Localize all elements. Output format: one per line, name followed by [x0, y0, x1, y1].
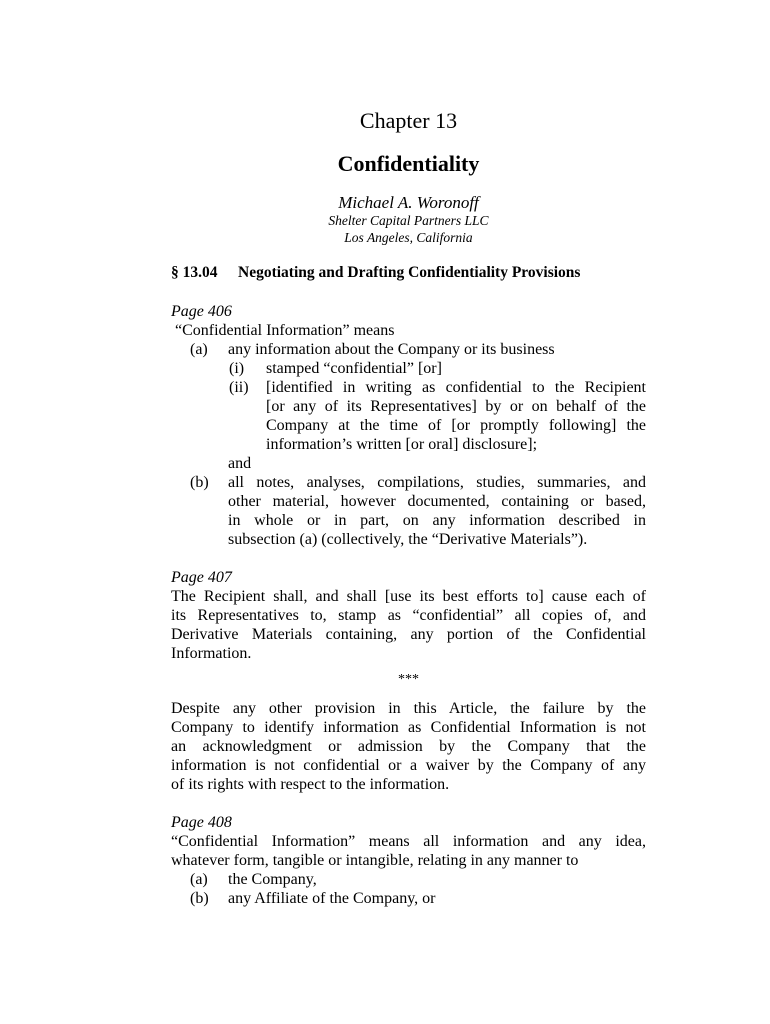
- conjunction-and: and: [228, 455, 252, 472]
- list-item-b: any Affiliate of the Company, or: [228, 890, 436, 907]
- paragraph-line: whatever form, tangible or intangible, relating in any manner to: [171, 852, 579, 869]
- list-marker-b: (b): [190, 474, 209, 491]
- paragraph-line: The Recipient shall, and shall [use its best efforts to] cause each of: [171, 588, 646, 605]
- page-label-406: Page 406: [171, 303, 232, 320]
- section-separator: ***: [398, 672, 419, 687]
- list-item-a: any information about the Company or its business: [228, 341, 555, 358]
- section-heading: [171, 263, 580, 283]
- paragraph-line: information is not confidential or a waiver by the Company of any: [171, 757, 646, 774]
- page-label-407: Page 407: [171, 569, 232, 586]
- list-item-ii-line: [or any of its Representatives] by or on behalf of the: [266, 398, 646, 415]
- paragraph-line: Information.: [171, 645, 252, 662]
- list-marker-ii: (ii): [229, 379, 249, 396]
- list-marker-b: (b): [190, 890, 209, 907]
- author-location: Los Angeles, California: [344, 230, 473, 245]
- paragraph-line: its Representatives to, stamp as “confidential” all copies of, and: [171, 607, 646, 624]
- list-item-ii-line: [identified in writing as confidential to the Recipient: [266, 379, 646, 396]
- list-marker-a: (a): [190, 871, 208, 888]
- paragraph-line: Derivative Materials containing, any portion of the Confidential: [171, 626, 646, 643]
- list-item-ii-line: information’s written [or oral] disclosure];: [266, 436, 538, 453]
- paragraph-line: an acknowledgment or admission by the Company that the: [171, 738, 646, 755]
- chapter-title: Confidentiality: [337, 151, 480, 176]
- section-number: § 13.04: [171, 264, 218, 281]
- chapter-heading: Chapter 13: [359, 108, 458, 133]
- list-item-b-line: subsection (a) (collectively, the “Derivative Materials”).: [228, 531, 588, 548]
- list-marker-i: (i): [229, 360, 245, 377]
- list-item-a: the Company,: [228, 871, 317, 888]
- list-item-b-line: other material, however documented, containing or based,: [228, 493, 646, 510]
- list-item-i: stamped “confidential” [or]: [266, 360, 442, 377]
- author-affiliation: Shelter Capital Partners LLC: [328, 213, 489, 228]
- list-item-b-line: all notes, analyses, compilations, studies, summaries, and: [228, 474, 646, 491]
- list-marker-a: (a): [190, 341, 208, 358]
- list-item-ii-line: Company at the time of [or promptly following] the: [266, 417, 646, 434]
- paragraph-line: Company to identify information as Confidential Information is not: [171, 719, 646, 736]
- list-item-b-line: in whole or in part, on any information described in: [228, 512, 646, 529]
- section-title: Negotiating and Drafting Confidentiality Provisions: [238, 264, 581, 281]
- definition-intro: “Confidential Information” means: [175, 322, 395, 339]
- author-name: Michael A. Woronoff: [338, 193, 479, 212]
- paragraph-line: Despite any other provision in this Article, the failure by the: [171, 700, 646, 717]
- paragraph-line: of its rights with respect to the information.: [171, 776, 450, 793]
- page-label-408: Page 408: [171, 814, 232, 831]
- paragraph-line: “Confidential Information” means all information and any idea,: [171, 833, 646, 850]
